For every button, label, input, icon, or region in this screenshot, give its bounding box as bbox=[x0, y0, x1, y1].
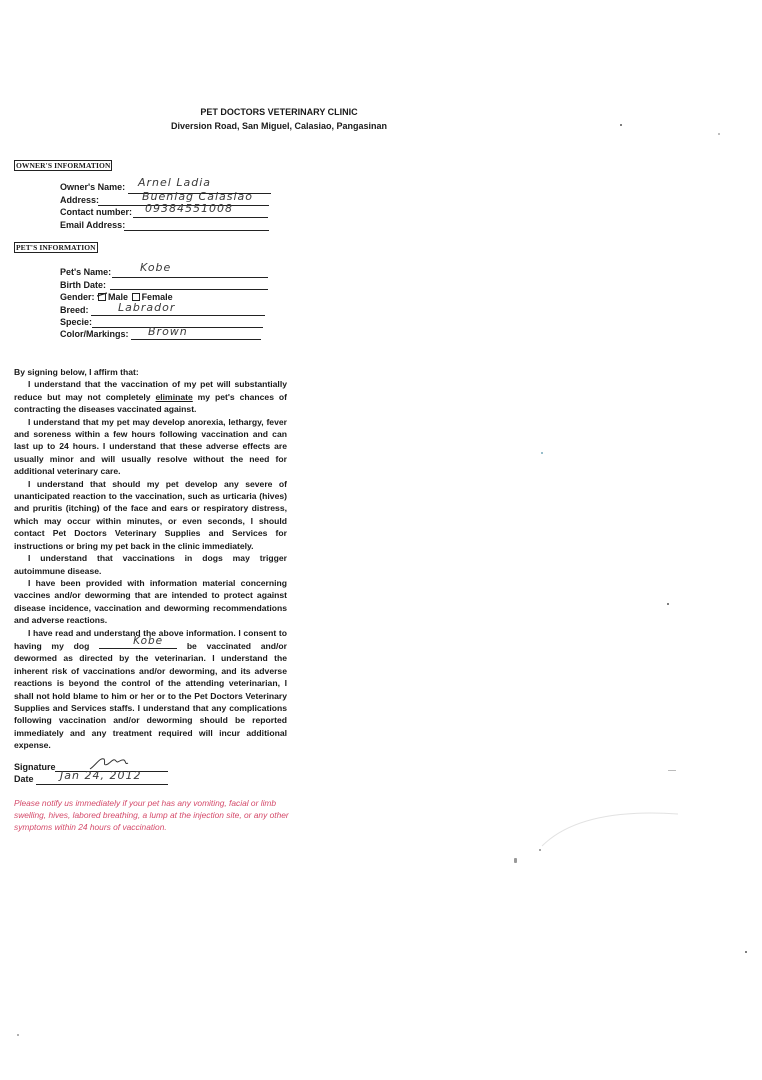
email-label: Email Address: bbox=[60, 220, 126, 230]
scan-speck bbox=[539, 849, 541, 851]
consent-paragraph-1: I understand that the vaccination of my pet will substantially reduce but may not completely eliminate my pet's chances of contracting the diseases vaccinated against. bbox=[14, 379, 287, 415]
date-line bbox=[36, 784, 168, 785]
breed-label: Breed: bbox=[60, 305, 89, 315]
gender-male-label: Male bbox=[108, 292, 129, 302]
date-value[interactable]: Jan 24, 2012 bbox=[60, 769, 142, 782]
pet-name-value[interactable]: Kobe bbox=[140, 261, 172, 274]
specie-label: Specie: bbox=[60, 317, 93, 327]
scan-faint-curve bbox=[540, 808, 680, 848]
gender-label: Gender: bbox=[60, 292, 95, 302]
color-line bbox=[131, 339, 261, 340]
pet-name-line bbox=[112, 277, 268, 278]
signature-label: Signature bbox=[14, 762, 56, 772]
scan-speck bbox=[620, 124, 622, 126]
consent-intro: By signing below, I affirm that: bbox=[14, 367, 139, 377]
breed-line bbox=[91, 315, 265, 316]
consent-paragraph-6: I have read and understand the above information. I consent to having my dog Kobe be vaccinated and/or dewormed as directed by the veterinarian. I understand the inherent risk of vaccinations and/or deworming, and its adverse reactions is beyond the control of the attending veterinarian, I shall not hold blame to him or her or to the Pet Doctors Veterinary Supplies and Services staffs. I understand that any complications following vaccination and/or deworming should be reported immediately and any treatment required will incur additional expense. bbox=[14, 627, 287, 751]
owner-address-label: Address: bbox=[60, 195, 100, 205]
gender-female-label: Female bbox=[141, 292, 173, 302]
consent-paragraph-2: I understand that my pet may develop anorexia, lethargy, fever and soreness within a few hours following vaccination and can last up to 24 hours. I understand that these adverse effects are usually minor and will usually resolve without the need for additional veterinary care. bbox=[14, 416, 287, 477]
scan-speck bbox=[667, 603, 669, 605]
checkmark-icon bbox=[97, 292, 107, 300]
contact-number-label: Contact number: bbox=[60, 207, 132, 217]
birth-date-label: Birth Date: bbox=[60, 280, 107, 290]
scan-speck bbox=[718, 133, 720, 135]
scan-speck bbox=[17, 1034, 19, 1036]
scan-speck bbox=[668, 770, 676, 771]
scan-speck bbox=[514, 858, 517, 863]
owner-name-value[interactable]: Arnel Ladia bbox=[138, 176, 211, 189]
color-value[interactable]: Brown bbox=[148, 325, 188, 338]
owner-section-heading: OWNER'S INFORMATION bbox=[16, 161, 111, 170]
consent-paragraph-3: I understand that should my pet develop any severe of unanticipated reaction to the vaccination, such as urticaria (hives) and pruritis (itching) of the face and ears or respiratory distress, which may occur within minutes, or even seconds, I should contact Pet Doctors Veterinary Supplies and Services for instructions or bring my pet back in the clinic immediately. bbox=[14, 478, 287, 551]
owner-name-label: Owner's Name: bbox=[60, 182, 126, 192]
scan-speck bbox=[745, 951, 747, 953]
birth-date-line bbox=[110, 289, 268, 290]
color-label: Color/Markings: bbox=[60, 329, 129, 339]
contact-number-value[interactable]: 09384551008 bbox=[145, 202, 233, 215]
clinic-name: PET DOCTORS VETERINARY CLINIC bbox=[200, 107, 358, 117]
consent-paragraph-5: I have been provided with information material concerning vaccines and/or deworming that are intended to protect against disease incidence, vaccination and deworming recommendations and adverse reactions. bbox=[14, 577, 287, 626]
pet-name-label: Pet's Name: bbox=[60, 267, 112, 277]
contact-number-line bbox=[133, 217, 268, 218]
consent-text bbox=[14, 366, 287, 752]
gender-female-checkbox[interactable] bbox=[132, 293, 140, 301]
consent-paragraph-4: I understand that vaccinations in dogs may trigger autoimmune disease. bbox=[14, 553, 287, 576]
clinic-address: Diversion Road, San Miguel, Calasiao, Pangasinan bbox=[170, 121, 388, 131]
consent-dog-name[interactable]: Kobe bbox=[133, 634, 164, 647]
date-label: Date bbox=[14, 774, 34, 784]
gender-male-checkbox[interactable] bbox=[98, 293, 106, 301]
notice-text: Please notify us immediately if your pet has any vomiting, facial or limb swelling, hives, labored breathing, a lump at the injection site, or any other symptoms within 24 hours of vaccination. bbox=[14, 798, 289, 833]
breed-value[interactable]: Labrador bbox=[118, 301, 176, 314]
email-line bbox=[124, 230, 269, 231]
pet-section-heading: PET'S INFORMATION bbox=[16, 243, 96, 252]
owner-address-value[interactable]: Buenlag Calasiao bbox=[142, 190, 254, 203]
scan-speck bbox=[541, 452, 543, 454]
